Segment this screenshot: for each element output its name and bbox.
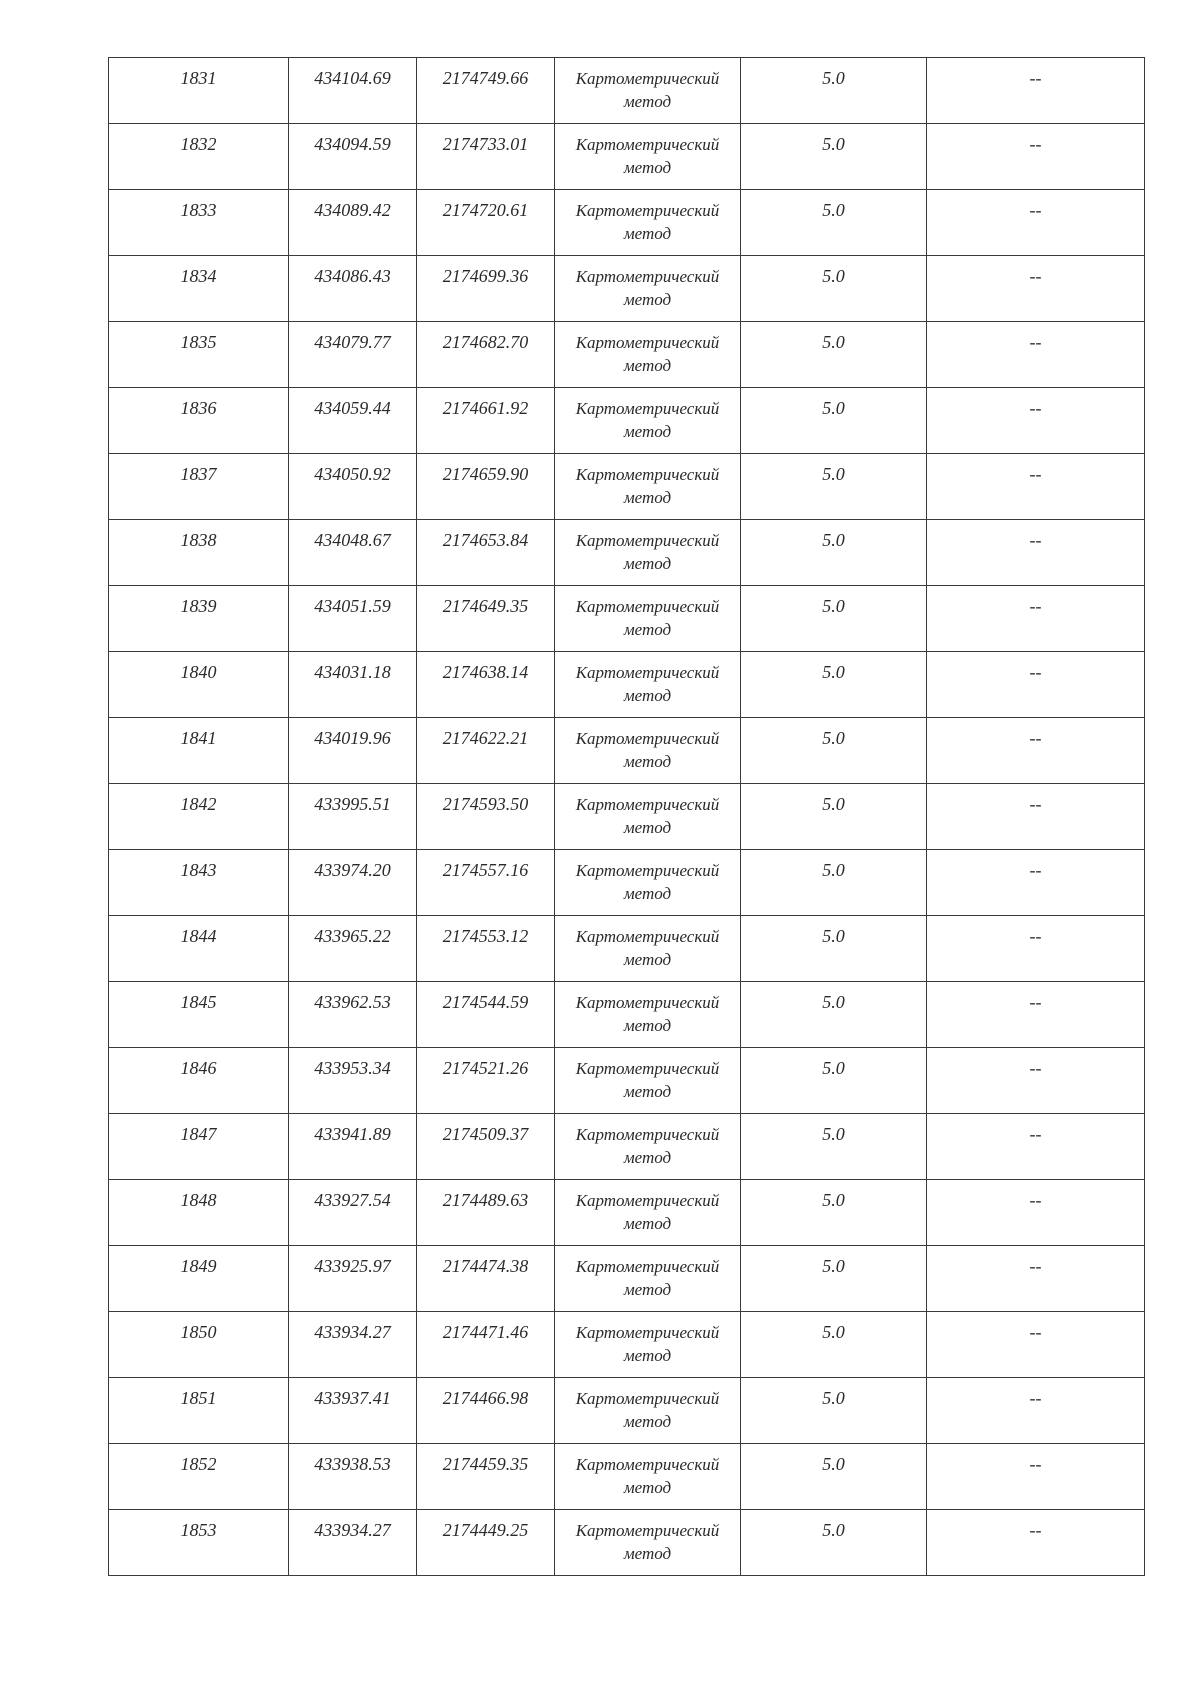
method-cell (555, 256, 741, 322)
point-number-cell: 1845 (109, 982, 289, 1048)
note-cell: -- (927, 586, 1145, 652)
point-number-cell: 1836 (109, 388, 289, 454)
method-line-1: Картометрический (575, 927, 720, 946)
x-coordinate-cell: 434079.77 (289, 322, 417, 388)
method-line-2: метод (623, 818, 672, 837)
method-line-2: метод (623, 554, 672, 573)
point-number-cell: 1848 (109, 1180, 289, 1246)
method-cell (555, 1312, 741, 1378)
x-coordinate-cell: 433937.41 (289, 1378, 417, 1444)
accuracy-cell: 5.0 (741, 1510, 927, 1576)
x-coordinate-cell: 433934.27 (289, 1312, 417, 1378)
accuracy-cell: 5.0 (741, 1312, 927, 1378)
y-coordinate-cell: 2174449.25 (417, 1510, 555, 1576)
method-line-2: метод (623, 1412, 672, 1431)
method-line-1: Картометрический (575, 399, 720, 418)
method-line-1: Картометрический (575, 531, 720, 550)
method-line-2: метод (623, 950, 672, 969)
note-cell: -- (927, 1114, 1145, 1180)
method-line-2: метод (623, 884, 672, 903)
table-row (109, 850, 1145, 916)
point-number-cell: 1833 (109, 190, 289, 256)
x-coordinate-cell: 433974.20 (289, 850, 417, 916)
method-cell (555, 58, 741, 124)
y-coordinate-cell: 2174553.12 (417, 916, 555, 982)
method-cell (555, 1246, 741, 1312)
method-cell (555, 1048, 741, 1114)
method-line-1: Картометрический (575, 1257, 720, 1276)
accuracy-cell: 5.0 (741, 454, 927, 520)
point-number-cell: 1842 (109, 784, 289, 850)
note-cell: -- (927, 916, 1145, 982)
x-coordinate-cell: 433938.53 (289, 1444, 417, 1510)
note-cell: -- (927, 850, 1145, 916)
table-row (109, 454, 1145, 520)
note-cell: -- (927, 520, 1145, 586)
accuracy-cell: 5.0 (741, 124, 927, 190)
method-cell (555, 1114, 741, 1180)
method-line-2: метод (623, 158, 672, 177)
accuracy-cell: 5.0 (741, 1114, 927, 1180)
note-cell: -- (927, 58, 1145, 124)
method-line-1: Картометрический (575, 861, 720, 880)
method-line-1: Картометрический (575, 69, 720, 88)
point-number-cell: 1847 (109, 1114, 289, 1180)
method-line-2: метод (623, 686, 672, 705)
point-number-cell: 1849 (109, 1246, 289, 1312)
y-coordinate-cell: 2174474.38 (417, 1246, 555, 1312)
accuracy-cell: 5.0 (741, 388, 927, 454)
point-number-cell: 1852 (109, 1444, 289, 1510)
method-cell (555, 388, 741, 454)
y-coordinate-cell: 2174720.61 (417, 190, 555, 256)
method-line-2: метод (623, 1148, 672, 1167)
y-coordinate-cell: 2174466.98 (417, 1378, 555, 1444)
y-coordinate-cell: 2174699.36 (417, 256, 555, 322)
x-coordinate-cell: 433962.53 (289, 982, 417, 1048)
accuracy-cell: 5.0 (741, 982, 927, 1048)
x-coordinate-cell: 434019.96 (289, 718, 417, 784)
table-row (109, 1114, 1145, 1180)
point-number-cell: 1832 (109, 124, 289, 190)
y-coordinate-cell: 2174557.16 (417, 850, 555, 916)
point-number-cell: 1837 (109, 454, 289, 520)
y-coordinate-cell: 2174489.63 (417, 1180, 555, 1246)
table-row (109, 718, 1145, 784)
accuracy-cell: 5.0 (741, 586, 927, 652)
table-row (109, 1312, 1145, 1378)
x-coordinate-cell: 434051.59 (289, 586, 417, 652)
y-coordinate-cell: 2174661.92 (417, 388, 555, 454)
method-cell (555, 784, 741, 850)
method-line-2: метод (623, 92, 672, 111)
method-cell (555, 1510, 741, 1576)
method-cell (555, 190, 741, 256)
x-coordinate-cell: 433934.27 (289, 1510, 417, 1576)
accuracy-cell: 5.0 (741, 520, 927, 586)
note-cell: -- (927, 256, 1145, 322)
method-line-1: Картометрический (575, 795, 720, 814)
table-row (109, 322, 1145, 388)
method-cell (555, 718, 741, 784)
table-row (109, 388, 1145, 454)
method-line-1: Картометрический (575, 1125, 720, 1144)
method-line-2: метод (623, 422, 672, 441)
point-number-cell: 1840 (109, 652, 289, 718)
method-cell (555, 322, 741, 388)
method-line-1: Картометрический (575, 1059, 720, 1078)
accuracy-cell: 5.0 (741, 916, 927, 982)
method-line-1: Картометрический (575, 465, 720, 484)
x-coordinate-cell: 434048.67 (289, 520, 417, 586)
accuracy-cell: 5.0 (741, 652, 927, 718)
method-cell (555, 652, 741, 718)
point-number-cell: 1843 (109, 850, 289, 916)
point-number-cell: 1846 (109, 1048, 289, 1114)
note-cell: -- (927, 982, 1145, 1048)
table-row (109, 982, 1145, 1048)
x-coordinate-cell: 434059.44 (289, 388, 417, 454)
accuracy-cell: 5.0 (741, 718, 927, 784)
x-coordinate-cell: 434086.43 (289, 256, 417, 322)
point-number-cell: 1844 (109, 916, 289, 982)
table-row (109, 58, 1145, 124)
method-line-1: Картометрический (575, 663, 720, 682)
method-line-2: метод (623, 620, 672, 639)
accuracy-cell: 5.0 (741, 322, 927, 388)
method-cell (555, 1444, 741, 1510)
note-cell: -- (927, 1180, 1145, 1246)
method-line-2: метод (623, 356, 672, 375)
x-coordinate-cell: 433941.89 (289, 1114, 417, 1180)
point-number-cell: 1834 (109, 256, 289, 322)
y-coordinate-cell: 2174653.84 (417, 520, 555, 586)
accuracy-cell: 5.0 (741, 1246, 927, 1312)
y-coordinate-cell: 2174471.46 (417, 1312, 555, 1378)
table-row (109, 256, 1145, 322)
x-coordinate-cell: 433925.97 (289, 1246, 417, 1312)
y-coordinate-cell: 2174649.35 (417, 586, 555, 652)
point-number-cell: 1831 (109, 58, 289, 124)
method-line-1: Картометрический (575, 201, 720, 220)
method-line-2: метод (623, 290, 672, 309)
accuracy-cell: 5.0 (741, 1378, 927, 1444)
accuracy-cell: 5.0 (741, 190, 927, 256)
note-cell: -- (927, 1048, 1145, 1114)
method-cell (555, 916, 741, 982)
method-cell (555, 454, 741, 520)
method-line-2: метод (623, 1082, 672, 1101)
y-coordinate-cell: 2174659.90 (417, 454, 555, 520)
accuracy-cell: 5.0 (741, 1048, 927, 1114)
method-line-1: Картометрический (575, 135, 720, 154)
table-row (109, 1378, 1145, 1444)
note-cell: -- (927, 1444, 1145, 1510)
note-cell: -- (927, 454, 1145, 520)
table-row (109, 1510, 1145, 1576)
y-coordinate-cell: 2174733.01 (417, 124, 555, 190)
x-coordinate-cell: 434094.59 (289, 124, 417, 190)
note-cell: -- (927, 652, 1145, 718)
note-cell: -- (927, 124, 1145, 190)
x-coordinate-cell: 433995.51 (289, 784, 417, 850)
method-line-1: Картометрический (575, 1521, 720, 1540)
point-number-cell: 1835 (109, 322, 289, 388)
y-coordinate-cell: 2174638.14 (417, 652, 555, 718)
table-row (109, 124, 1145, 190)
table-row (109, 190, 1145, 256)
table-row (109, 652, 1145, 718)
x-coordinate-cell: 433927.54 (289, 1180, 417, 1246)
y-coordinate-cell: 2174521.26 (417, 1048, 555, 1114)
method-cell (555, 124, 741, 190)
y-coordinate-cell: 2174622.21 (417, 718, 555, 784)
method-line-2: метод (623, 1544, 672, 1563)
method-line-1: Картометрический (575, 729, 720, 748)
method-cell (555, 982, 741, 1048)
x-coordinate-cell: 434050.92 (289, 454, 417, 520)
accuracy-cell: 5.0 (741, 850, 927, 916)
note-cell: -- (927, 190, 1145, 256)
x-coordinate-cell: 434104.69 (289, 58, 417, 124)
method-line-2: метод (623, 1478, 672, 1497)
method-line-2: метод (623, 1346, 672, 1365)
method-line-1: Картометрический (575, 1191, 720, 1210)
method-cell (555, 1378, 741, 1444)
note-cell: -- (927, 718, 1145, 784)
accuracy-cell: 5.0 (741, 1444, 927, 1510)
accuracy-cell: 5.0 (741, 58, 927, 124)
point-number-cell: 1839 (109, 586, 289, 652)
table-row (109, 1246, 1145, 1312)
method-line-1: Картометрический (575, 1389, 720, 1408)
method-line-1: Картометрический (575, 1323, 720, 1342)
y-coordinate-cell: 2174749.66 (417, 58, 555, 124)
x-coordinate-cell: 433953.34 (289, 1048, 417, 1114)
point-number-cell: 1850 (109, 1312, 289, 1378)
accuracy-cell: 5.0 (741, 256, 927, 322)
method-line-1: Картометрический (575, 1455, 720, 1474)
method-line-1: Картометрический (575, 267, 720, 286)
table-row (109, 784, 1145, 850)
method-cell (555, 850, 741, 916)
y-coordinate-cell: 2174544.59 (417, 982, 555, 1048)
table-row (109, 1444, 1145, 1510)
note-cell: -- (927, 1246, 1145, 1312)
point-number-cell: 1853 (109, 1510, 289, 1576)
point-number-cell: 1838 (109, 520, 289, 586)
table-row (109, 1048, 1145, 1114)
note-cell: -- (927, 784, 1145, 850)
y-coordinate-cell: 2174509.37 (417, 1114, 555, 1180)
note-cell: -- (927, 1312, 1145, 1378)
x-coordinate-cell: 434031.18 (289, 652, 417, 718)
method-line-2: метод (623, 1016, 672, 1035)
coordinates-table-body (109, 58, 1145, 1576)
method-line-2: метод (623, 488, 672, 507)
x-coordinate-cell: 434089.42 (289, 190, 417, 256)
y-coordinate-cell: 2174682.70 (417, 322, 555, 388)
method-cell (555, 1180, 741, 1246)
method-cell (555, 520, 741, 586)
table-row (109, 1180, 1145, 1246)
note-cell: -- (927, 322, 1145, 388)
method-line-2: метод (623, 752, 672, 771)
method-line-1: Картометрический (575, 333, 720, 352)
y-coordinate-cell: 2174593.50 (417, 784, 555, 850)
point-number-cell: 1841 (109, 718, 289, 784)
point-number-cell: 1851 (109, 1378, 289, 1444)
x-coordinate-cell: 433965.22 (289, 916, 417, 982)
coordinates-table (108, 57, 1145, 1576)
method-line-1: Картометрический (575, 597, 720, 616)
method-cell (555, 586, 741, 652)
y-coordinate-cell: 2174459.35 (417, 1444, 555, 1510)
method-line-1: Картометрический (575, 993, 720, 1012)
table-row (109, 916, 1145, 982)
note-cell: -- (927, 1510, 1145, 1576)
accuracy-cell: 5.0 (741, 1180, 927, 1246)
table-row (109, 586, 1145, 652)
method-line-2: метод (623, 224, 672, 243)
note-cell: -- (927, 1378, 1145, 1444)
note-cell: -- (927, 388, 1145, 454)
accuracy-cell: 5.0 (741, 784, 927, 850)
method-line-2: метод (623, 1214, 672, 1233)
table-row (109, 520, 1145, 586)
method-line-2: метод (623, 1280, 672, 1299)
